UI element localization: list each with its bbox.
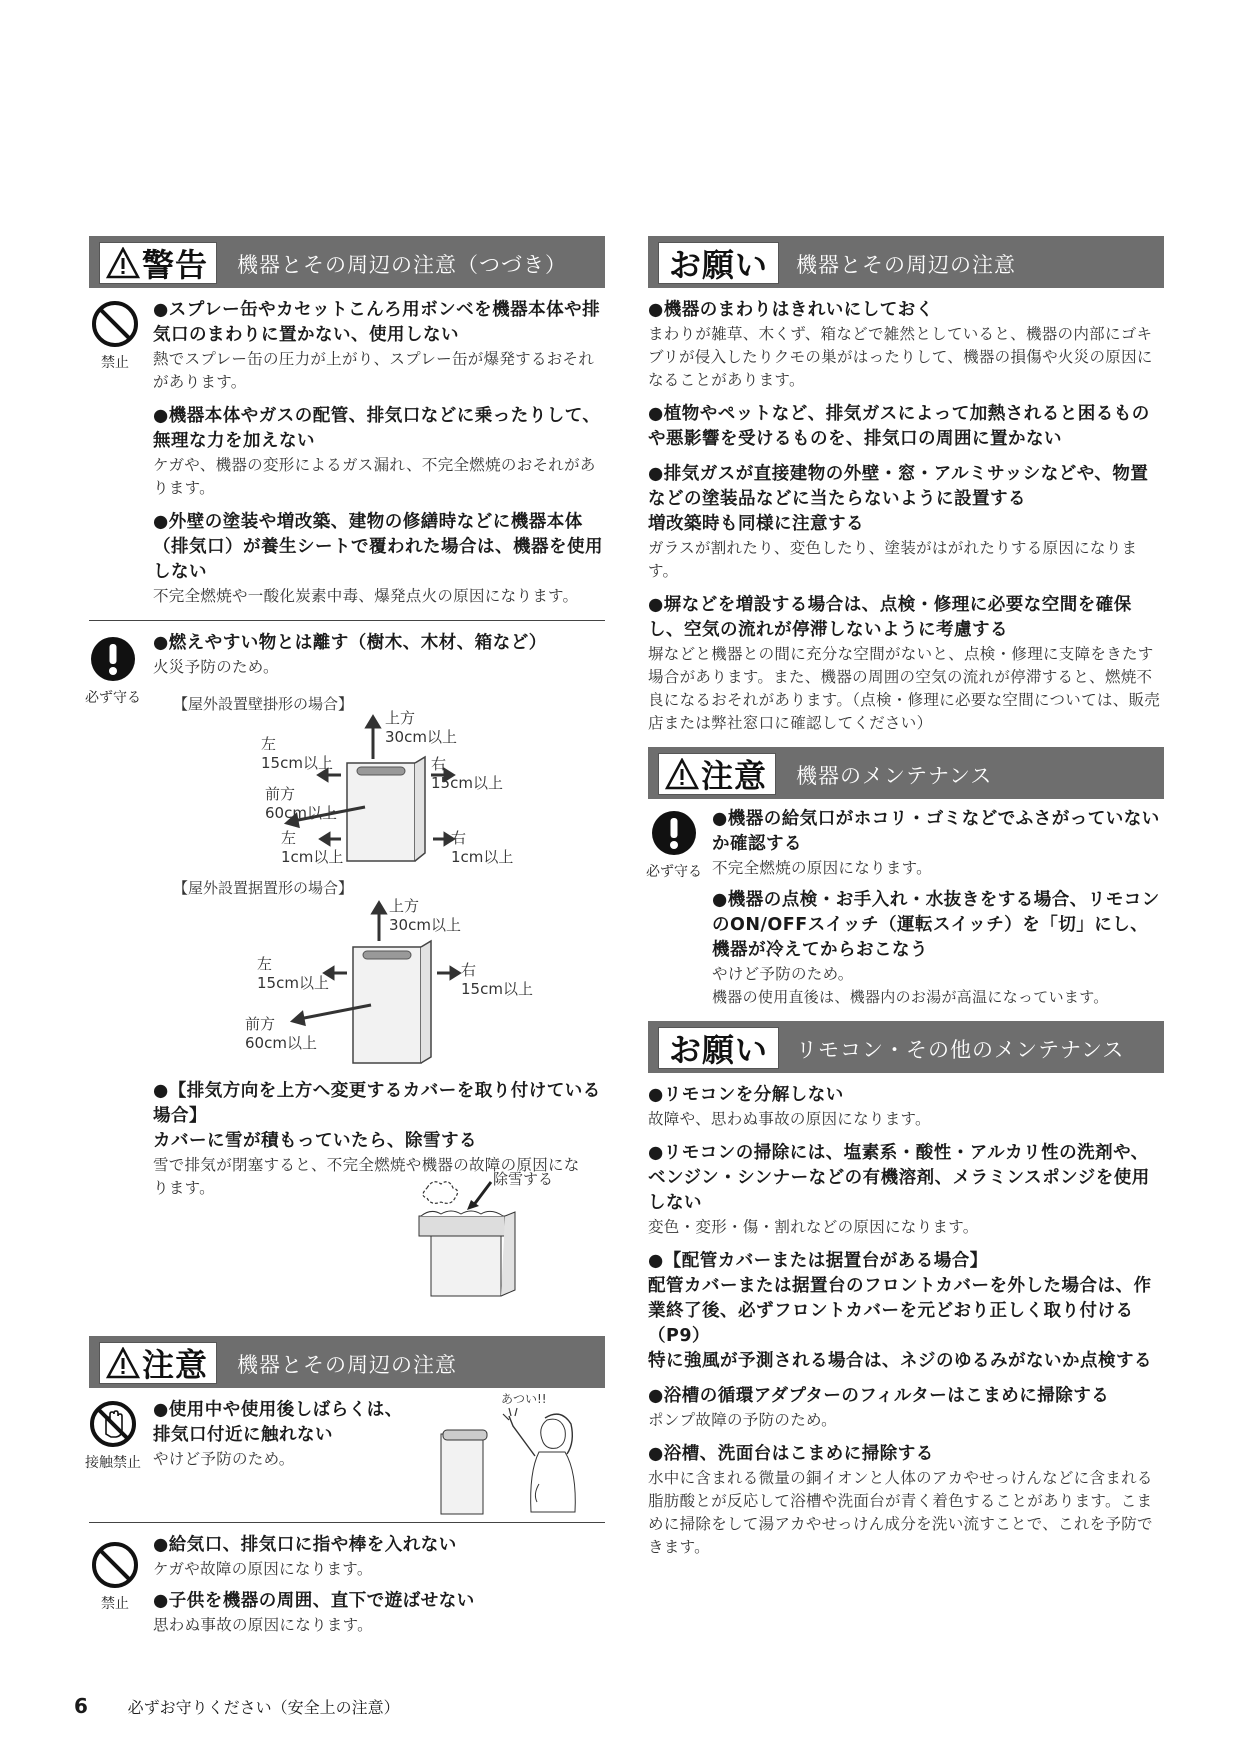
prohibit-content [153,298,605,608]
exclamation-icon [89,635,137,683]
list-item [153,404,605,500]
wall-top-label [385,709,457,747]
page-number: 6 [74,1694,88,1718]
exclamation-icon [650,809,698,857]
must-label: 必ず守る [646,864,702,880]
floor-right-value: 15cm以上 [461,980,533,998]
prohibit-block-2 [89,1533,605,1637]
wall-front-label [265,785,337,823]
item-note: やけど予防のため。 [712,965,854,983]
caution-badge-text: 注意 [142,1346,209,1384]
hot-label: あつい!! [501,1392,547,1406]
prohibit-content [153,1533,605,1637]
list-item [153,1589,605,1637]
caution-badge [99,1342,217,1384]
request-badge [658,242,779,284]
floor-left-label [257,955,329,993]
floor-top: 上方 [389,897,420,915]
list-item [153,1533,605,1581]
list-item [648,593,1164,735]
notouch-side [83,1400,143,1472]
prohibit-side [89,1541,141,1613]
request-title: リモコン・その他のメンテナンス [796,1038,1125,1062]
wall-bottom-left: 左 [281,829,297,847]
item-head: ●機器本体やガスの配管、排気口などに乗ったりして、無理な力を加えない [153,406,601,451]
wall-bottom-right-label [451,829,513,867]
item-head: ●給気口、排気口に指や棒を入れない [153,1535,457,1555]
list-item [153,510,605,608]
item-note: 塀などと機器との間に充分な空間がないと、点検・修理に支障をきたす場合があります。また、機器の周囲の空気の流れが停滞すると、燃焼不良になるおそれがあります。（点検・修理に必要な空間については、販売店または弊社窓口に確認してください） [648,645,1161,732]
wall-right-label [431,755,503,793]
item-head: ●機器のまわりはきれいにしておく [648,300,934,320]
item-note: まわりが雑草、木くず、箱などで雑然としていると、機器の内部にゴキブリが侵入したりクモの巣がはったりして、機器の損傷や火災の原因になることがあります。 [648,325,1153,389]
notouch-label: 接触禁止 [85,1455,141,1471]
page-footer [74,1694,400,1718]
item-note: 熱でスプレー缶の圧力が上がり、スプレー缶が爆発するおそれがあります。 [153,350,595,391]
must-side [644,809,704,881]
floor-left: 左 [257,955,273,973]
warning-triangle-icon [106,1347,140,1379]
caution-badge [658,753,776,795]
floor-caption: 【屋外設置据置形の場合】 [173,879,354,897]
warning-header [89,236,605,288]
item-note: 雪で排気が閉塞すると、不完全燃焼や機器の故障の原因になります。 [153,1156,580,1197]
prohibit-side [89,300,141,372]
item-head-2: カバーに雪が積もっていたら、除雪する [153,1131,477,1151]
item-head: ●【配管カバーまたは据置台がある場合】 [648,1251,988,1271]
list-item [153,298,605,394]
item-head-2: 増改築時も同様に注意する [648,514,864,534]
item-head: ●外壁の塗装や増改築、建物の修繕時などに機器本体（排気口）が養生シートで覆われた場合は、機器を使用しない [153,512,603,582]
item-head: ●燃えやすい物とは離す（樹木、木材、箱など） [153,633,547,653]
clearance-diagrams [115,679,605,1079]
item-head: ●浴槽の循環アダプターのフィルターはこまめに掃除する [648,1386,1110,1406]
warning-title: 機器とその周辺の注意（つづき） [237,253,567,277]
item-note-2: 機器の使用直後は、機器内のお湯が高温になっています。 [712,988,1109,1006]
footer-text: 必ずお守りください（安全上の注意） [127,1698,400,1717]
list-item [648,1384,1164,1432]
item-head: ●機器の給気口がホコリ・ゴミなどでふさがっていないか確認する [712,809,1160,854]
wall-left-value: 15cm以上 [261,754,333,772]
caution-title: 機器のメンテナンス [796,764,993,788]
list-item [648,1141,1164,1239]
item-head: ●リモコンを分解しない [648,1085,844,1105]
caution-header-2 [648,747,1164,799]
must-content [712,807,1164,1009]
floor-left-value: 15cm以上 [257,974,329,992]
person-hot-illustration-icon [435,1400,595,1516]
request-header-1 [648,236,1164,288]
request-title: 機器とその周辺の注意 [796,253,1016,277]
wall-front-value: 60cm以上 [265,804,337,822]
notouch-block [85,1392,605,1518]
list-item [712,807,1164,880]
floor-top-label [389,897,461,935]
caution-title: 機器とその周辺の注意 [237,1353,457,1377]
item-head: ●排気ガスが直接建物の外壁・窓・アルミサッシなどや、物置などの塗装品などに当たらないように設置する [648,464,1149,509]
list-item [648,1249,1164,1374]
right-column [648,236,1164,1559]
warning-badge [99,242,217,284]
divider [89,1522,605,1523]
snow-removal-illustration-icon [409,1176,609,1300]
caution-header [89,1336,605,1388]
wall-caption: 【屋外設置壁掛形の場合】 [173,695,354,713]
list-item [648,402,1164,452]
divider [89,620,605,621]
must-label: 必ず守る [85,690,141,706]
request-badge-text: お願い [669,246,769,284]
item-note: ガラスが割れたり、変色したり、塗装がはがれたりする原因になります。 [648,539,1138,580]
prohibit-label: 禁止 [101,1596,129,1612]
item-note: 水中に含まれる微量の銅イオンと人体のアカやせっけんなどに含まれる脂肪酸とが反応して浴槽や洗面台が青く着色することがあります。こまめに掃除をして湯アカやせっけん成分を洗い流すことで、これを予防できます。 [648,1469,1153,1556]
list-item [712,888,1164,1009]
must-content [153,631,605,679]
list-item [648,298,1164,392]
request-header-2 [648,1021,1164,1073]
item-head: ●スプレー缶やカセットこんろ用ボンベを機器本体や排気口のまわりに置かない、使用しない [153,300,601,345]
warning-badge-text: 警告 [142,246,209,284]
item-head: ●使用中や使用後しばらくは、排気口付近に触れない [153,1400,403,1445]
request-badge [658,1027,779,1069]
floor-front-value: 60cm以上 [245,1034,317,1052]
floor-front-label [245,1015,317,1053]
wall-bottom-left-label [281,829,343,867]
prohibit-icon [91,300,139,348]
item-note: ケガや、機器の変形によるガス漏れ、不完全燃焼のおそれがあります。 [153,456,596,497]
item-note: 不完全燃焼や一酸化炭素中毒、爆発点火の原因になります。 [153,587,579,605]
wall-bottom-right: 右 [451,829,467,847]
caution-badge-text: 注意 [701,757,768,795]
floor-right: 右 [461,961,477,979]
no-touch-icon [89,1400,137,1448]
item-head: ●【排気方向を上方へ変更するカバーを取り付けている場合】 [153,1081,601,1126]
left-column [85,236,605,1637]
warning-triangle-icon [665,758,699,790]
item-note: やけど予防のため。 [153,1450,295,1468]
wall-bottom-right-value: 1cm以上 [451,848,514,866]
item-head-2: 配管カバーまたは据置台のフロントカバーを外した場合は、作業終了後、必ずフロントカバーを元どおり正しく取り付ける（P9） [648,1276,1152,1346]
wall-right: 右 [431,755,447,773]
item-head: ●機器の点検・お手入れ・水抜きをする場合、リモコンのON/OFFスイッチ（運転スイッチ）を「切」にし、機器が冷えてからおこなう [712,890,1160,960]
item-note: 変色・変形・傷・割れなどの原因になります。 [648,1218,979,1236]
item-head: ●リモコンの掃除には、塩素系・酸性・アルカリ性の洗剤や、ベンジン・シンナーなどの有機溶剤、メラミンスポンジを使用しない [648,1143,1150,1213]
wall-top: 上方 [385,709,416,727]
prohibit-block [89,298,605,608]
item-head: ●浴槽、洗面台はこまめに掃除する [648,1444,934,1464]
wall-left-label [261,735,333,773]
warning-triangle-icon [106,247,140,279]
wall-bottom-left-value: 1cm以上 [281,848,344,866]
item-note: 不完全燃焼の原因になります。 [712,859,932,877]
must-block [648,807,1164,1009]
snow-illus-label: 除雪する [493,1170,554,1188]
wall-front: 前方 [265,785,296,803]
wall-right-value: 15cm以上 [431,774,503,792]
item-note: 火災予防のため。 [153,658,279,676]
item-head-3: 特に強風が予測される場合は、ネジのゆるみがないか点検する [648,1351,1152,1371]
floor-front: 前方 [245,1015,276,1033]
floor-top-value: 30cm以上 [389,916,461,934]
prohibit-label: 禁止 [101,355,129,371]
prohibit-icon [91,1541,139,1589]
wall-top-value: 30cm以上 [385,728,457,746]
item-note: 思わぬ事故の原因になります。 [153,1616,373,1634]
item-note: ポンプ故障の予防のため。 [648,1411,837,1429]
request-badge-text: お願い [669,1031,769,1069]
list-item [648,1083,1164,1131]
list-item [648,1442,1164,1559]
wall-left: 左 [261,735,277,753]
must-block [85,631,605,1300]
snow-content [153,1079,605,1300]
item-head: ●植物やペットなど、排気ガスによって加熱されると困るものや悪影響を受けるものを、排気口の周囲に置かない [648,404,1150,449]
list-item [648,462,1164,583]
item-note: ケガや故障の原因になります。 [153,1560,373,1578]
item-head: ●子供を機器の周囲、直下で遊ばせない [153,1591,475,1611]
floor-right-label [461,961,533,999]
item-head: ●塀などを増設する場合は、点検・修理に必要な空間を確保し、空気の流れが停滞しないように考慮する [648,595,1132,640]
item-note: 故障や、思わぬ事故の原因になります。 [648,1110,931,1128]
